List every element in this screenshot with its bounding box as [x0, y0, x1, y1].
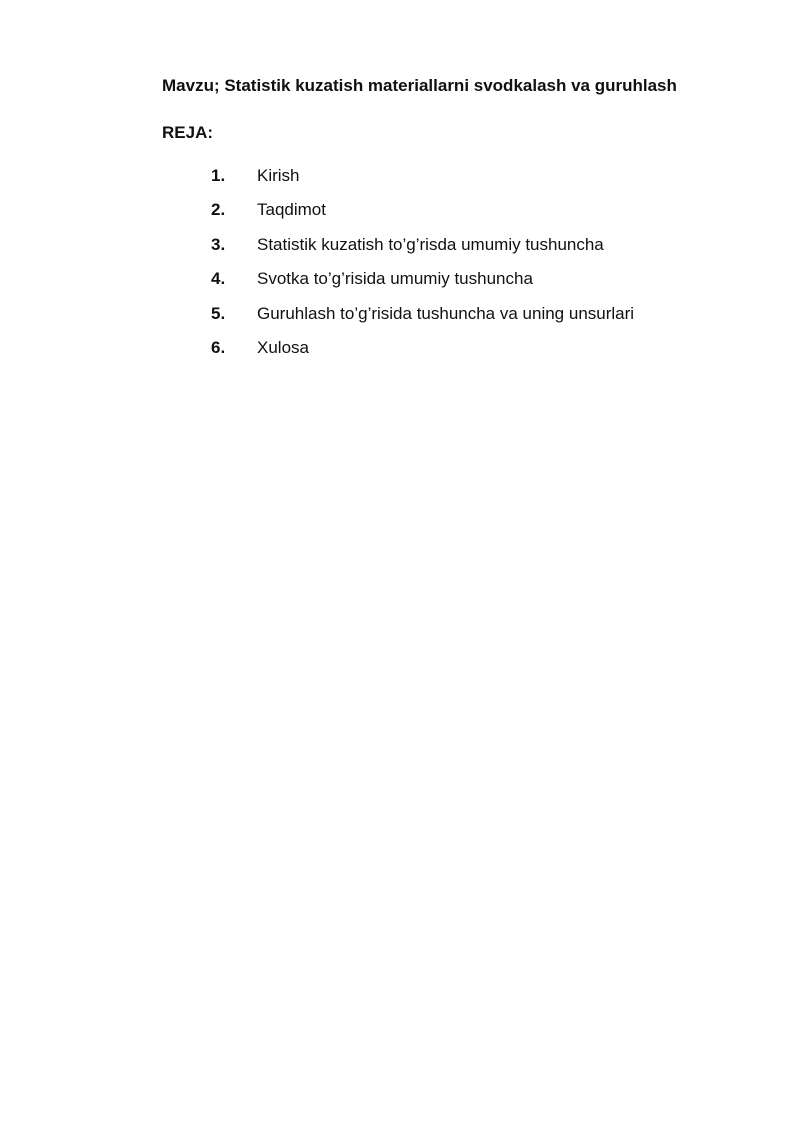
plan-item-text: Kirish	[257, 166, 300, 185]
plan-item-6	[211, 338, 634, 372]
plan-item-1	[211, 166, 634, 200]
plan-item-text: Taqdimot	[257, 200, 326, 220]
plan-item-number: 2.	[211, 200, 226, 220]
plan-item-text: Statistik kuzatish to’g’risda umumiy tushuncha	[257, 234, 604, 254]
plan-item-text: Svotka to’g’risida umumiy tushuncha	[257, 269, 533, 289]
plan-heading: REJA:	[162, 123, 214, 142]
plan-item-text: Xulosa	[257, 337, 309, 357]
plan-item-number: 4.	[211, 269, 226, 289]
document-topic: Mavzu; Statistik kuzatish materiallarni svodkalash va guruhlash	[162, 76, 677, 95]
plan-list	[211, 166, 634, 372]
plan-item-5	[211, 304, 634, 338]
plan-item-4	[211, 269, 634, 303]
plan-item-number: 1.	[211, 166, 226, 185]
plan-item-number: 5.	[211, 303, 226, 323]
plan-item-text: Guruhlash to’g’risida tushuncha va uning unsurlari	[257, 303, 635, 323]
plan-item-number: 6.	[211, 337, 226, 357]
plan-item-2	[211, 200, 634, 234]
plan-item-number: 3.	[211, 234, 226, 254]
plan-item-3	[211, 235, 634, 269]
